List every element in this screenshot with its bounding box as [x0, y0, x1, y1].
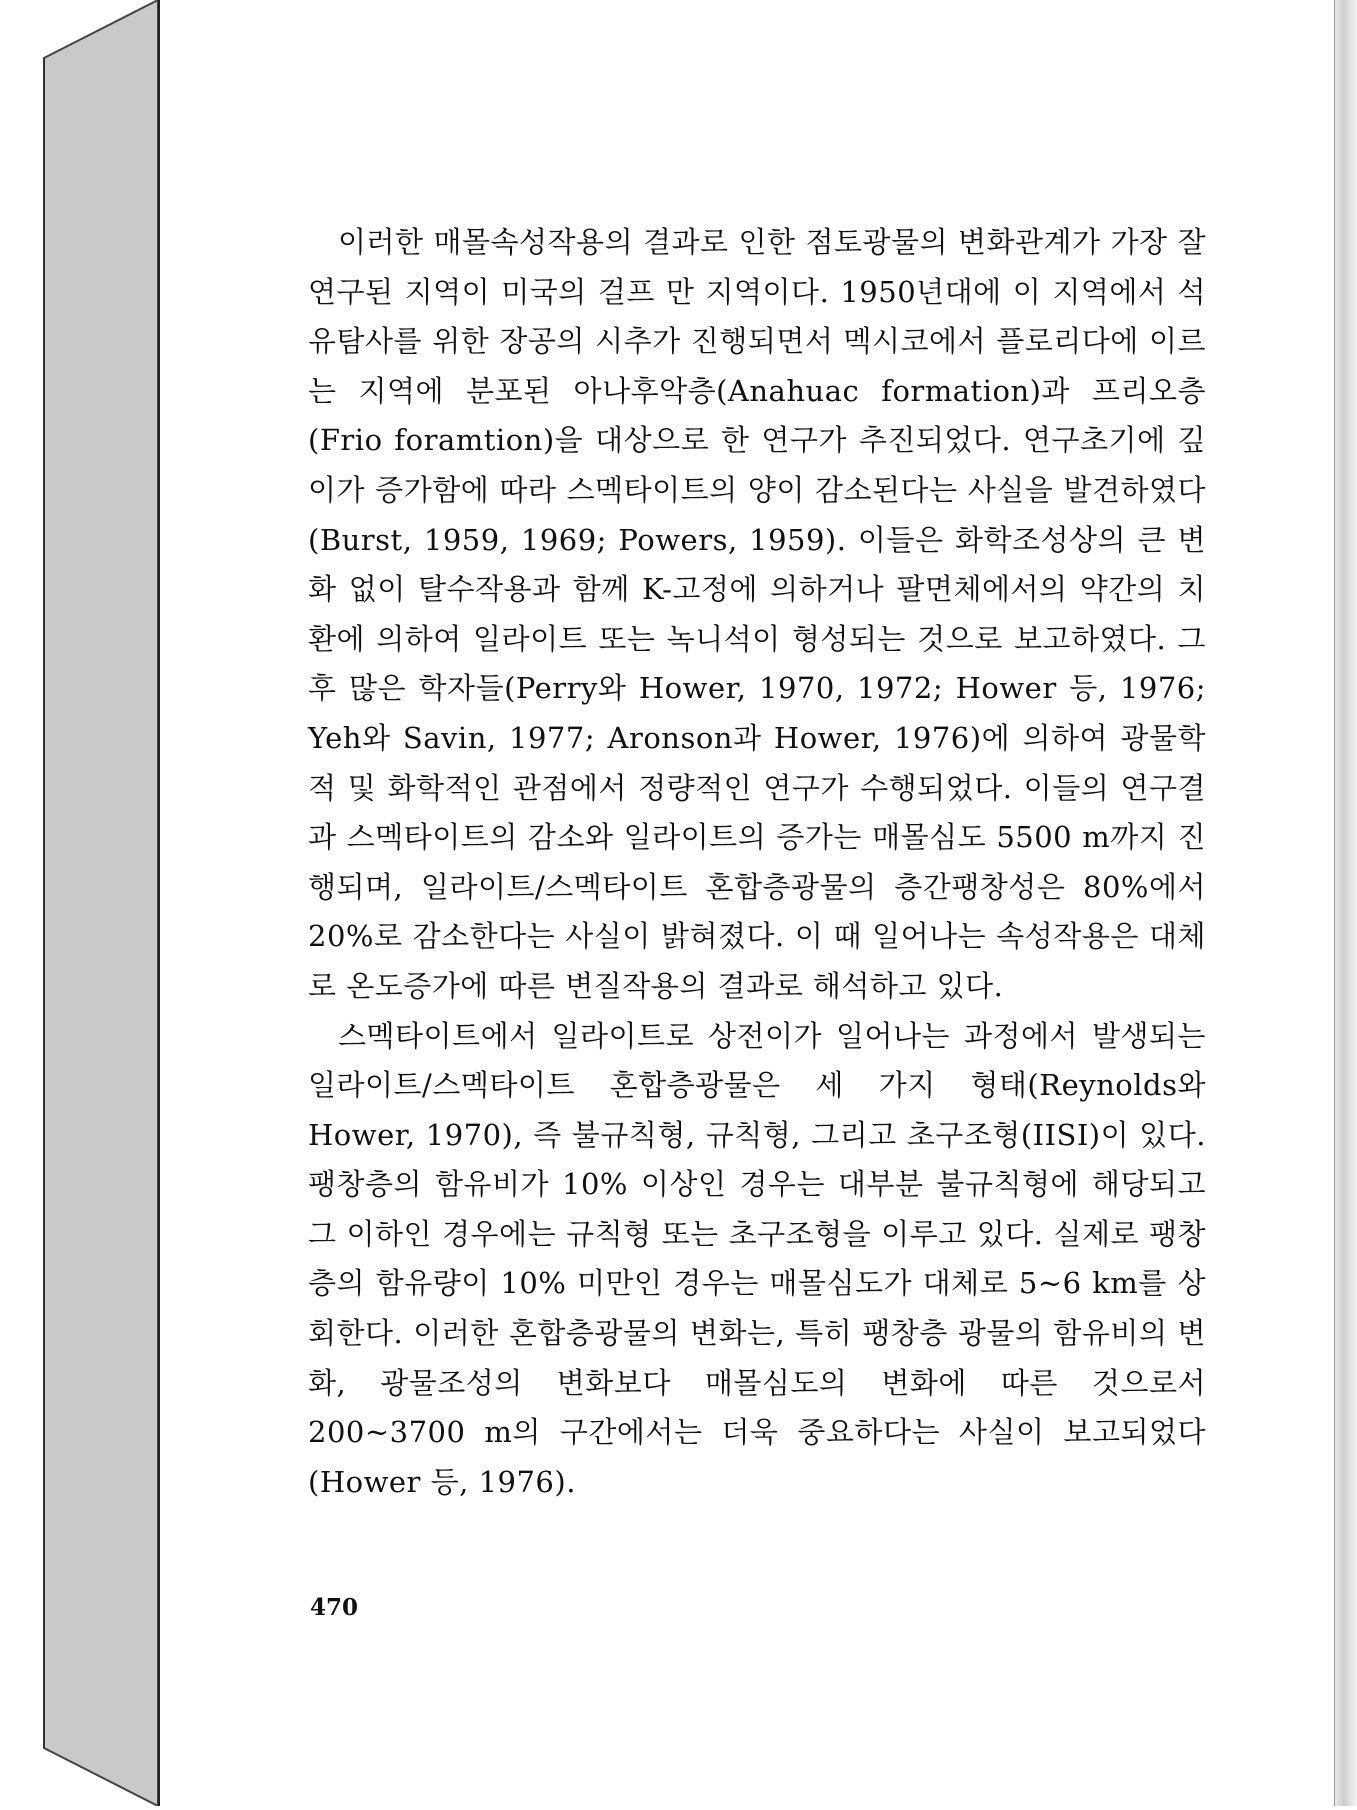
book-page	[158, 0, 1336, 1806]
page-number: 470	[310, 1594, 359, 1621]
page-edge-right	[1334, 0, 1357, 1806]
page-body-text	[308, 218, 1206, 1507]
paragraph-1: 이러한 매몰속성작용의 결과로 인한 점토광물의 변화관계가 가장 잘 연구된 지역이 미국의 걸프 만 지역이다. 1950년대에 이 지역에서 석유탐사를 위한 장공의 시추가 진행되면서 멕시코에서 플로리다에 이르는 지역에 분포된 아나후악층(Anahuac formation)과 프리오층(Frio foramtion)을 대상으로 한 연구가 추진되었다. 연구초기에 깊이가 증가함에 따라 스멕타이트의 양이 감소된다는 사실을 발견하였다(Burst, 1959, 1969; Powers, 1959). 이들은 화학조성상의 큰 변화 없이 탈수작용과 함께 K-고정에 의하거나 팔면체에서의 약간의 치환에 의하여 일라이트 또는 녹니석이 형성되는 것으로 보고하였다. 그 후 많은 학자들(Perry와 Hower, 1970, 1972; Hower 등, 1976; Yeh와 Savin, 1977; Aronson과 Hower, 1976)에 의하여 광물학적 및 화학적인 관점에서 정량적인 연구가 수행되었다. 이들의 연구결과 스멕타이트의 감소와 일라이트의 증가는 매몰심도 5500 m까지 진행되며, 일라이트/스멕타이트 혼합층광물의 층간팽창성은 80%에서 20%로 감소한다는 사실이 밝혀졌다. 이 때 일어나는 속성작용은 대체로 온도증가에 따른 변질작용의 결과로 해석하고 있다.	[308, 225, 1206, 1003]
paragraph-2: 스멕타이트에서 일라이트로 상전이가 일어나는 과정에서 발생되는 일라이트/스멕타이트 혼합층광물은 세 가지 형태(Reynolds와 Hower, 1970), 즉 불규칙형, 규칙형, 그리고 초구조형(IISI)이 있다. 팽창층의 함유비가 10% 이상인 경우는 대부분 불규칙형에 해당되고 그 이하인 경우에는 규칙형 또는 초구조형을 이루고 있다. 실제로 팽창층의 함유량이 10% 미만인 경우는 매몰심도가 대체로 5~6 km를 상회한다. 이러한 혼합층광물의 변화는, 특히 팽창층 광물의 함유비의 변화, 광물조성의 변화보다 매몰심도의 변화에 따른 것으로서 200~3700 m의 구간에서는 더욱 중요하다는 사실이 보고되었다(Hower 등, 1976).	[308, 1018, 1206, 1499]
